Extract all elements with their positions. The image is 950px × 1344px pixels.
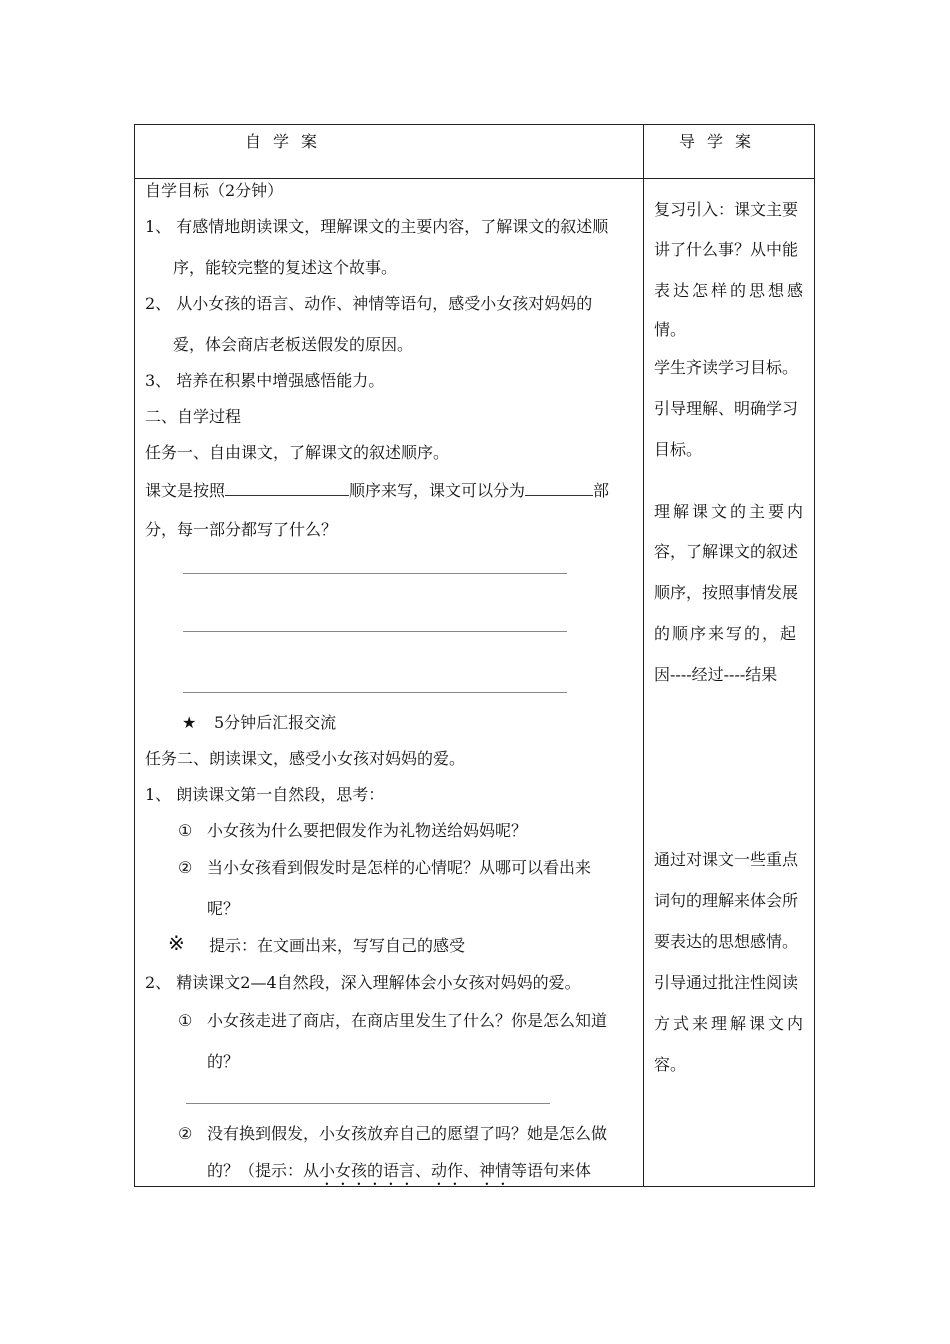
guide-review-1: 复习引入：课文主要: [654, 200, 799, 219]
circled-2-mark-b: ②: [178, 1124, 193, 1143]
guide-annotate-1: 引导通过批注性阅读: [654, 973, 799, 992]
blank-parts[interactable]: [525, 479, 593, 496]
goal-1-line-1: 1、 有感情地朗读课文，理解课文的主要内容，了解课文的叙述顺: [145, 217, 609, 236]
guide-understand-5: 因----经过----结果: [654, 665, 778, 684]
passage-question-2-line-2: [207, 1161, 591, 1189]
goal-title: 自学目标（2分钟）: [145, 181, 284, 200]
blank-order[interactable]: [225, 479, 349, 496]
guide-read-goals: 学生齐读学习目标。: [654, 358, 799, 377]
answer-line-4[interactable]: [186, 1103, 550, 1104]
guide-review-3: 表达怎样的思想感: [654, 281, 807, 300]
question-1: 小女孩为什么要把假发作为礼物送给妈妈呢？: [207, 821, 528, 840]
process-title: 二、自学过程: [145, 407, 242, 426]
guide-annotate-2: 方式来理解课文内: [654, 1014, 807, 1033]
answer-line-1[interactable]: [183, 573, 567, 574]
task-1: 任务一、自由课文，了解课文的叙述顺序。: [145, 443, 450, 462]
goal-3: 3、 培养在积累中增强感悟能力。: [145, 371, 385, 390]
answer-line-3[interactable]: [183, 692, 567, 693]
guide-review-4: 情。: [654, 320, 687, 339]
fill-line-2: 分，每一部分都写了什么？: [145, 520, 338, 539]
reference-mark-icon: ※: [168, 931, 185, 955]
guide-clarify-2: 目标。: [654, 440, 703, 459]
header-self-study: 自学案: [245, 132, 330, 151]
passage-question-1-line-2: 的？: [207, 1052, 240, 1071]
guide-understand-3: 顺序，按照事情发展: [654, 583, 799, 602]
pq2-text-c: 等语句来体: [511, 1161, 592, 1180]
guide-key-sentences-2: 词句的理解来体会所: [654, 891, 799, 910]
guide-key-sentences-1: 通过对课文一些重点: [654, 850, 799, 869]
guide-key-sentences-3: 要表达的思想感情。: [654, 932, 799, 951]
passage-question-2-line-1: 没有换到假发，小女孩放弃自己的愿望了吗？她是怎么做: [207, 1124, 608, 1143]
pq2-text-a: 的？（提示：从: [207, 1161, 320, 1180]
tip: 提示：在文画出来，写写自己的感受: [209, 936, 466, 955]
guide-understand-2: 容，了解课文的叙述: [654, 542, 799, 561]
question-2-line-1: 当小女孩看到假发时是怎样的心情呢？从哪可以看出来: [207, 858, 592, 877]
guide-understand-4: 的顺序来写的，起: [654, 624, 799, 643]
fill-text-a: 课文是按照: [145, 481, 226, 500]
header-guided-study: 导学案: [679, 132, 764, 151]
guide-annotate-3: 容。: [654, 1055, 687, 1074]
question-2-line-2: 呢？: [207, 899, 240, 918]
header-divider: [135, 178, 814, 179]
star-icon: ★: [182, 713, 197, 732]
pq2-emphasis: 小女孩的语言、动作、神情: [319, 1161, 512, 1180]
fill-in-sentence: [145, 479, 609, 501]
circled-1-mark-b: ①: [178, 1011, 193, 1030]
guide-review-2: 讲了什么事？从中能: [654, 240, 799, 259]
goal-1-line-2: 序，能较完整的复述这个故事。: [173, 258, 398, 277]
report-note: 5分钟后汇报交流: [214, 713, 337, 732]
circled-2-mark: ②: [178, 858, 193, 877]
fill-text-b: 顺序来写，课文可以分为: [349, 481, 526, 500]
section-2-1: 1、 朗读课文第一自然段，思考：: [145, 785, 385, 804]
guide-understand-1: 理解课文的主要内: [654, 502, 807, 521]
goal-2-line-2: 爱，体会商店老板送假发的原因。: [173, 335, 414, 354]
passage-question-1-line-1: 小女孩走进了商店，在商店里发生了什么？你是怎么知道: [207, 1011, 608, 1030]
section-2-2: 2、 精读课文2—4自然段，深入理解体会小女孩对妈妈的爱。: [145, 973, 581, 992]
fill-text-c: 部: [593, 481, 610, 500]
circled-1-mark: ①: [178, 821, 193, 840]
guide-clarify-1: 引导理解、明确学习: [654, 399, 799, 418]
goal-2-line-1: 2、 从小女孩的语言、动作、神情等语句，感受小女孩对妈妈的: [145, 294, 593, 313]
column-divider: [643, 125, 644, 1186]
answer-line-2[interactable]: [183, 631, 567, 632]
task-2: 任务二、朗读课文，感受小女孩对妈妈的爱。: [145, 749, 466, 768]
